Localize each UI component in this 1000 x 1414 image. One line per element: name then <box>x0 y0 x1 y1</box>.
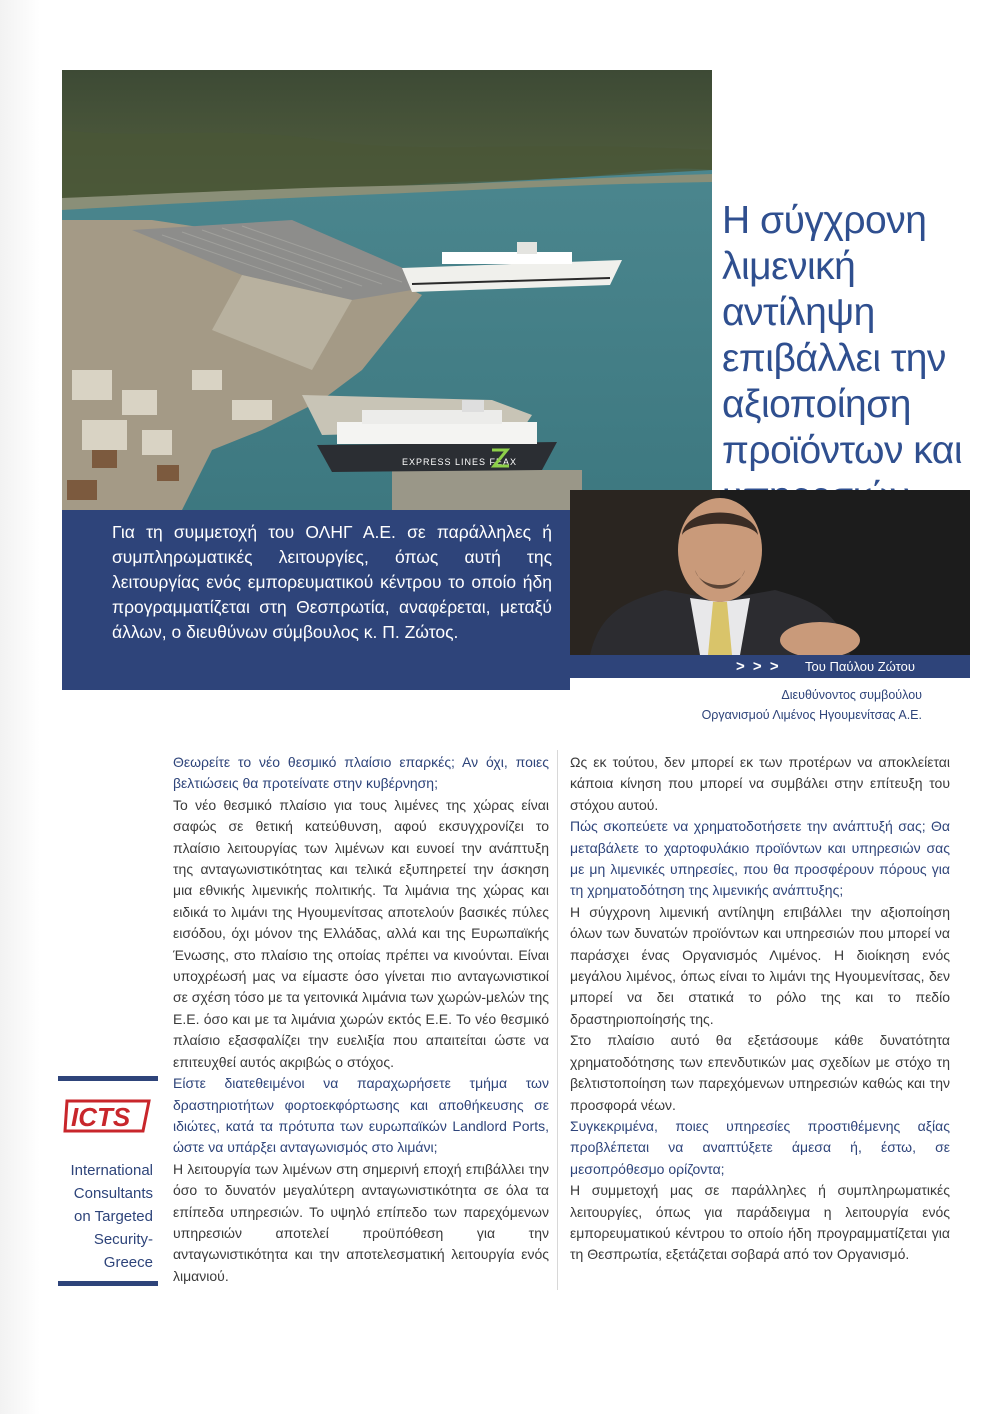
byline-role <box>702 685 922 725</box>
byline-role-line: Οργανισμού Λιμένος Ηγουμενίτσας Α.Ε. <box>701 708 922 722</box>
headline-line: Η σύγχρονη <box>722 199 927 242</box>
lead-paragraph: Για τη συμμετοχή του ΟΛΗΓ Α.Ε. σε παράλληλες ή συμπληρωματικές λειτουργίες, όπως αυτή της λειτουργίας ενός εμπορευματικού κέντρου το οποίο ήδη προγραμματίζεται στη Θεσπρωτία, αναφέρεται, μεταξύ άλλων, ο διευθύνων σύμβουλος κ. Π. Ζώτος. <box>112 522 552 642</box>
ad-line: Security- <box>93 1231 153 1248</box>
byline-author: Του Παύλου Ζώτου <box>805 659 915 674</box>
headline-line: λιμενική <box>722 245 856 288</box>
interview-question: Συγκεκριμένα, ποιες υπηρεσίες προστιθέμενης αξίας προβλέπεται να αναπτύξετε άμεσα ή, έστω, σε μεσοπρόθεσμο ορίζοντα; <box>570 1117 950 1177</box>
author-portrait <box>570 490 970 655</box>
byline-arrows: > > > <box>736 658 781 675</box>
icts-logo <box>63 1099 153 1133</box>
interview-answer: Το νέο θεσμικό πλαίσιο για τους λιμένες της χώρας είναι σαφώς σε θετική κατεύθυνση, αφού εκσυγχρονίζει το πλαίσιο λειτουργίας των λιμένων και ευνοεί την ανάπτυξη της ανταγωνιστικότητας και τελικά εξυπηρετεί την άσκηση μια εθνικής λιμενικής πολιτικής. Τα λιμάνια της χώρας και ειδικά το λιμάνι της Ηγουμενίτσας αποτελούν βασικές πύλες εισόδου, όχι μόνον της Ελλάδας, αλλά και της Ευρωπαϊκής Ένωσης, στο πλαίσιο της οποίας πρέπει να κινούνται. Είναι υποχρέωσή μας να είμαστε όσο γίνεται πιο ανταγωνιστικοί σε σχέση τόσο με τα γειτονικά λιμάνια των χωρών-μελών της Ε.Ε. όσο και με τα λιμάνια χωρών εκτός Ε.Ε. Το νέο θεσμικό πλαίσιο εξασφαλίζει την ευελιξία που απαιτείται ώστε να επιτευχθεί αυτός ακριβώς ο στόχος. <box>173 796 549 1070</box>
ad-line: International <box>70 1162 153 1179</box>
interview-answer: Η συμμετοχή μας σε παράλληλες ή συμπληρωματικές λειτουργίες, όπως για παράδειγμα η λειτουργία ενός εμπορευματικού κέντρου το οποίο ήδη προγραμματίζεται για τη Θεσπρωτία, εξετάζεται σοβαρά από τον Οργανισμό. <box>570 1182 950 1263</box>
headline-line: αξιοποίηση <box>722 383 911 426</box>
ship-label: EXPRESS LINES FEAX <box>402 457 518 467</box>
headline-line: επιβάλλει την <box>722 337 946 380</box>
headline-line: αντίληψη <box>722 291 875 334</box>
ad-line: on Targeted <box>74 1208 153 1225</box>
interview-question: Θεωρείτε το νέο θεσμικό πλαίσιο επαρκές; Αν όχι, ποιες βελτιώσεις θα προτείνατε στην κυβέρνηση; <box>173 754 549 792</box>
ad-line: Consultants <box>73 1185 153 1202</box>
icts-advertisement <box>58 1076 163 1286</box>
ad-line: Greece <box>103 1254 153 1271</box>
byline-role-line: Διευθύνοντος συμβούλου <box>781 688 922 702</box>
ad-top-bar <box>58 1076 158 1081</box>
interview-answer: Η σύγχρονη λιμενική αντίληψη επιβάλλει την αξιοποίηση όλων των δυνατών προϊόντων και υπηρεσιών που μπορεί να παράσχει ένας Οργανισμός Λιμένος. Η διοίκηση ενός μεγάλου λιμένος, όπως είναι το λιμάνι της Ηγουμενίτσας, δεν μπορεί να δει στατικά το ρόλο της και το πεδίο δραστηριοποίησής της. <box>570 903 950 1027</box>
interview-answer: Η λειτουργία των λιμένων στη σημερινή εποχή επιβάλλει την όσο το δυνατόν μεγαλύτερη ανταγωνιστικότητα σε όλα τα επίπεδα υπηρεσιών. Το υψηλό επίπεδο των παρεχόμενων υπηρεσιών αποτελεί προϋπόθεση για την ανταγωνιστικότητα και την αποτελεσματική λειτουργία ενός λιμανιού. <box>173 1160 549 1284</box>
interview-answer: Στο πλαίσιο αυτό θα εξετάσουμε κάθε δυνατότητα χρηματοδότησης των επενδυτικών μας σχεδίων με στόχο τη βελτιστοποίηση των παρεχόμενων υπηρεσιών καθώς και την προσφορά νέων. <box>570 1032 950 1113</box>
interview-answer: Ως εκ τούτου, δεν μπορεί εκ των προτέρων να αποκλείεται κάποια κίνηση που μπορεί να συμβάλει στην επίτευξη του στόχου αυτού. <box>570 754 950 813</box>
article-column-left <box>173 752 549 1287</box>
headline-line: προϊόντων και <box>722 429 963 472</box>
article-headline <box>722 198 972 520</box>
ad-bottom-bar <box>58 1281 158 1286</box>
harbor-photo <box>62 70 712 510</box>
icts-logo-text: ICTS <box>71 1102 131 1132</box>
column-divider <box>557 750 558 1290</box>
interview-question: Είστε διατεθειμένοι να παραχωρήσετε τμήμα των δραστηριοτήτων φορτοεκφόρτωσης και αποθήκευσης σε ιδιώτες, κατά τα πρότυπα των ευρωπαϊκών Landlord Ports, ώστε να υπάρξει ανταγωνισμός στο λιμάνι; <box>173 1075 549 1156</box>
icts-tagline <box>53 1159 153 1274</box>
interview-question: Πώς σκοπεύετε να χρηματοδοτήσετε την ανάπτυξή σας; Θα μεταβάλετε το χαρτοφυλάκιο προϊόντων και υπηρεσιών σας με μη λιμενικές υπηρεσίες, που θα προσφέρουν πόρους για τη χρηματοδότηση της λιμενικής ανάπτυξης; <box>570 818 950 899</box>
article-column-right <box>570 752 950 1266</box>
